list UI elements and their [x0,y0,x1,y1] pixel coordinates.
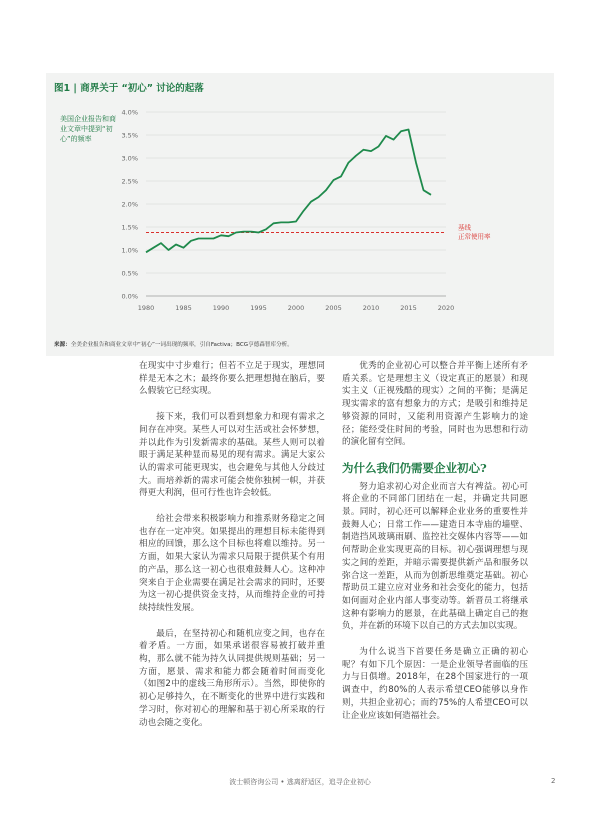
x-tick-label: 2020 [437,304,455,312]
line-chart [0,0,600,360]
x-tick-label: 2005 [325,304,342,312]
y-tick-label: 3.5% [121,131,138,140]
figure-source [54,340,293,348]
page-number: 2 [551,777,556,785]
x-tick-label: 2010 [362,304,380,312]
x-tick-label: 1990 [212,304,230,312]
baseline-label: 基线 [458,223,471,232]
paragraph: 最后，在坚持初心和随机应变之间，也存在着矛盾。一方面，如果承诺很容易被打破并重构，那么就不能为持久认同提供规则基础；另一方面，愿景、需求和能力都会随着时间而变化（如图2中的虚线三角形所示）。当然，即使你的初心足够持久，在不断变化的世界中进行实践和学习时，你对初心的理解和基于初心所采取的行动也会随之变化。 [139,628,325,728]
section-heading: 为什么我们仍需要企业初心? [342,460,487,475]
x-tick-label: 2000 [287,304,305,312]
series-line [146,130,431,253]
paragraph: 优秀的企业初心可以整合并平衡上述所有矛盾关系。它是理想主义（设定真正的愿景）和现实主义（正视残酷的现实）之间的平衡；是满足现实需求的富有想象力的方式；是吸引和维持足够资源的同时，又能利用资源产生影响力的途径；能经受住时间的考验，同时也为思想和行动的演化留有空间。 [342,361,528,448]
y-tick-label: 4.0% [121,108,138,117]
y-tick-label: 2.0% [121,200,138,209]
right-column [342,360,528,735]
figure-source-text: 全美企业报告和商业文章中“初心”一词出现的频率，引自Factiva；BCG亨德森智库分析。 [70,342,293,348]
x-tick-label: 2015 [400,304,417,312]
paragraph: 为什么说当下首要任务是确立正确的初心呢？有如下几个原因：一是企业领导者面临的压力与日俱增。2018年，在28个国家进行的一项调查中，约80%的人表示希望CEO能够以身作则，共担企业初心；而约75%的人希望CEO可以让企业应该如何造福社会。 [342,647,528,721]
paragraph: 努力追求初心对企业而言大有裨益。初心可将企业的不同部门团结在一起，并确定共同愿景。同时，初心还可以解释企业业务的重要性并鼓舞人心；日常工作——建造日本寺庙的墙壁、制造挡风玻璃雨刷、监控社交媒体内容等——如何帮助企业实现更高的目标。初心强调理想与现实之间的差距，并暗示需要提供新产品和服务以弥合这一差距，从而为创新思维奠定基础。初心帮助员工建立应对业务和社会变化的能力，包括如何面对企业内部人事变动等。新晋员工将继承这种有影响力的愿景，在此基础上确定自己的抱负，并在新的环境下以自己的方式去加以实现。 [342,481,528,632]
figure-title: 图1 | 商界关于 “初心” 讨论的起落 [54,83,204,94]
footer-text: 波士顿咨询公司 • 逃离舒适区，追寻企业初心 [229,778,371,786]
y-tick-label: 1.5% [121,223,138,232]
baseline-label-sub: 正常使用率 [458,232,491,241]
left-column [139,360,325,742]
x-tick-label: 1980 [137,304,155,312]
figure-source-label: 来源： [54,342,71,348]
paragraph: 接下来，我们可以看到想象力和现有需求之间存在冲突。某些人可以对生活或社会怀梦想，并以此作为引发新需求的基础。某些人则可以着眼于满足某种显而易见的现有需求。满足大家公认的需求可能更现实，也会避免与其他人分歧过大。而培养新的需求可能会使你独树一帜，并获得更大利润，但可行性也许会较低。 [139,412,325,499]
y-axis-ticks [121,109,138,301]
x-tick-label: 1995 [250,304,267,312]
figure-side-label: 美国企业报告和商业文章中提到“初心”的频率 [60,115,116,143]
x-tick-label: 1985 [175,304,192,312]
y-tick-label: 2.5% [121,177,138,186]
y-tick-label: 3.0% [121,154,138,163]
paragraph: 给社会带来积极影响力和推系财务稳定之间也存在一定冲突。如果提出的理想目标未能得到相应的回馈，那么这个目标也将难以维持。另一方面，如果大家认为需求只局限于提供某个有用的产品，那么这一初心也很难鼓舞人心。这种冲突来自于企业需要在满足社会需求的同时，还要为这一初心提供资金支持，从而维持企业的可持续持续性发展。 [139,514,325,613]
paragraph: 在现实中寸步难行；但若不立足于现实，理想同样是无本之木；最终你要么把理想抛在脑后，要么假装它已经实现。 [139,361,325,397]
x-axis-ticks [138,304,455,312]
y-tick-label: 0.5% [121,269,138,278]
chart-gridlines [146,112,446,296]
y-tick-label: 1.0% [121,246,138,255]
y-tick-label: 0.0% [121,292,138,301]
